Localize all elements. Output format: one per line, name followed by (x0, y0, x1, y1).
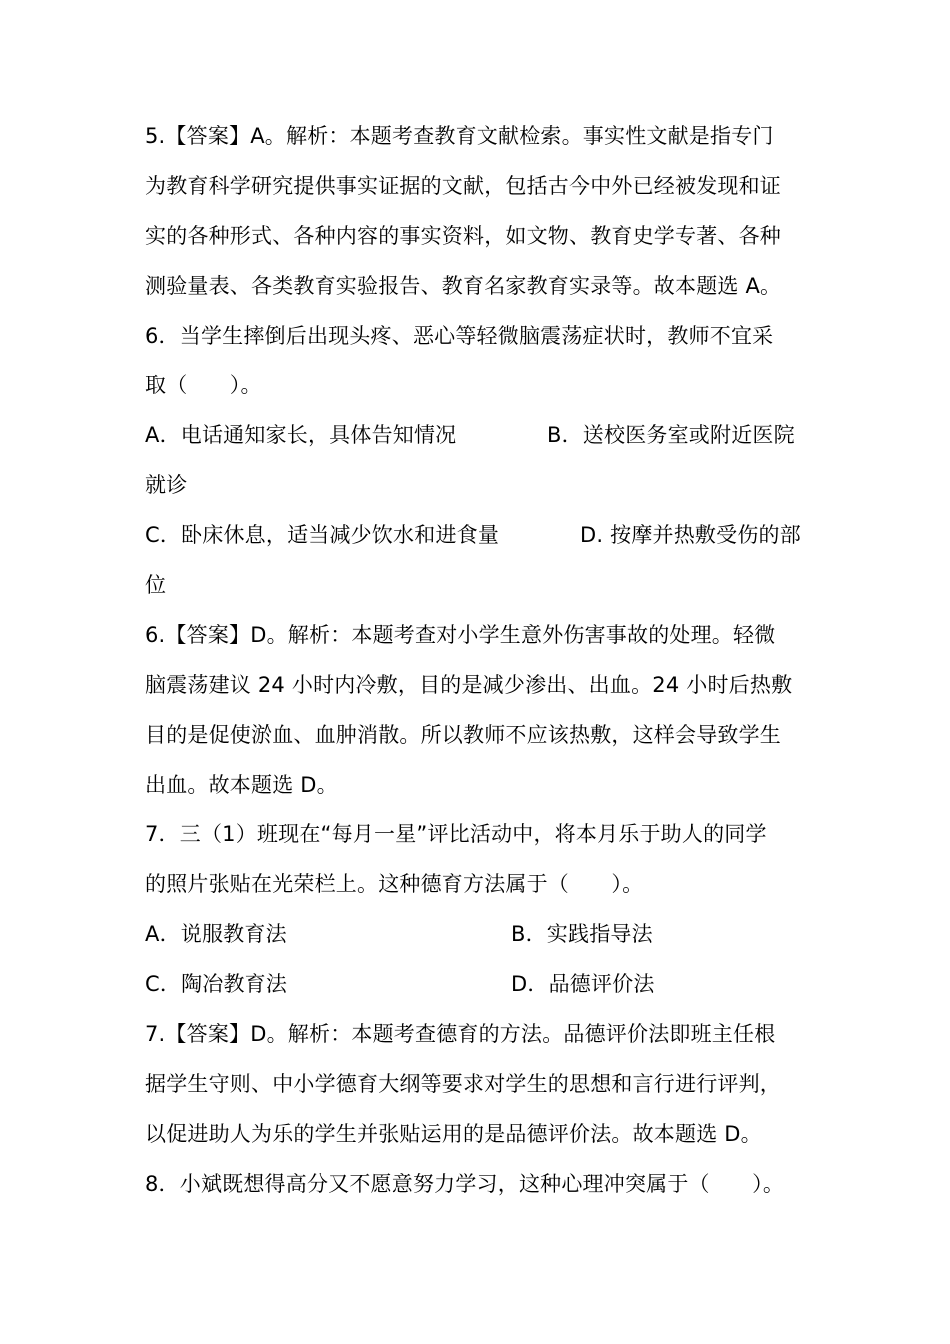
q6-options-row-2 (145, 515, 815, 565)
q7-answer-line-1: 7.【答案】D。解析：本题考查德育的方法。品德评价法即班主任根 (145, 1022, 776, 1047)
q6-answer-line-4: 出血。故本题选 D。 (145, 772, 338, 797)
q8-question-line-1: 8．小斌既想得高分又不愿意努力学习，这种心理冲突属于（ ）。 (145, 1171, 785, 1196)
q6-option-b: B．送校医务室或附近医院 (547, 423, 795, 448)
q6-option-d-wrap: 位 (145, 573, 167, 598)
q6-answer-line-2: 脑震荡建议 24 小时内冷敷，目的是减少渗出、出血。24 小时后热敷 (145, 672, 793, 697)
q6-question-line-1: 6．当学生摔倒后出现头疼、恶心等轻微脑震荡症状时，教师不宜采 (145, 323, 774, 348)
q7-option-d: D．品德评价法 (511, 972, 655, 997)
document-page (145, 116, 815, 1214)
q5-answer-line-2: 为教育科学研究提供事实证据的文献，包括古今中外已经被发现和证 (145, 173, 781, 198)
q7-answer-line-3: 以促进助人为乐的学生并张贴运用的是品德评价法。故本题选 D。 (145, 1121, 762, 1146)
q7-options-row-2 (145, 964, 815, 1014)
q6-option-c: C．卧床休息，适当减少饮水和进食量 (145, 523, 500, 548)
q6-option-a: A．电话通知家长，具体告知情况 (145, 423, 457, 448)
q7-question-line-2: 的照片张贴在光荣栏上。这种德育方法属于（ ）。 (145, 872, 644, 897)
q7-option-b: B．实践指导法 (511, 922, 653, 947)
q7-option-a: A．说服教育法 (145, 922, 287, 947)
q5-answer-line-3: 实的各种形式、各种内容的事实资料，如文物、教育史学专著、各种 (145, 223, 781, 248)
q5-answer-line-4: 测验量表、各类教育实验报告、教育名家教育实录等。故本题选 A。 (145, 273, 782, 298)
q6-options-row-1 (145, 415, 815, 465)
q6-answer-line-3: 目的是促使淤血、血肿消散。所以教师不应该热敷，这样会导致学生 (145, 722, 781, 747)
q7-question-line-1: 7．三（1）班现在“每月一星”评比活动中，将本月乐于助人的同学 (145, 822, 767, 847)
q5-answer-line-1: 5.【答案】A。解析：本题考查教育文献检索。事实性文献是指专门 (145, 124, 774, 148)
q6-option-b-wrap: 就诊 (145, 473, 188, 498)
q7-answer-line-2: 据学生守则、中小学德育大纲等要求对学生的思想和言行进行评判， (145, 1071, 781, 1096)
q7-option-c: C．陶冶教育法 (145, 972, 288, 997)
q6-question-line-2: 取（ ）。 (145, 373, 262, 398)
q6-answer-line-1: 6.【答案】D。解析：本题考查对小学生意外伤害事故的处理。轻微 (145, 622, 776, 647)
q7-options-row-1 (145, 914, 815, 964)
q6-option-d: D. 按摩并热敷受伤的部 (580, 523, 801, 548)
